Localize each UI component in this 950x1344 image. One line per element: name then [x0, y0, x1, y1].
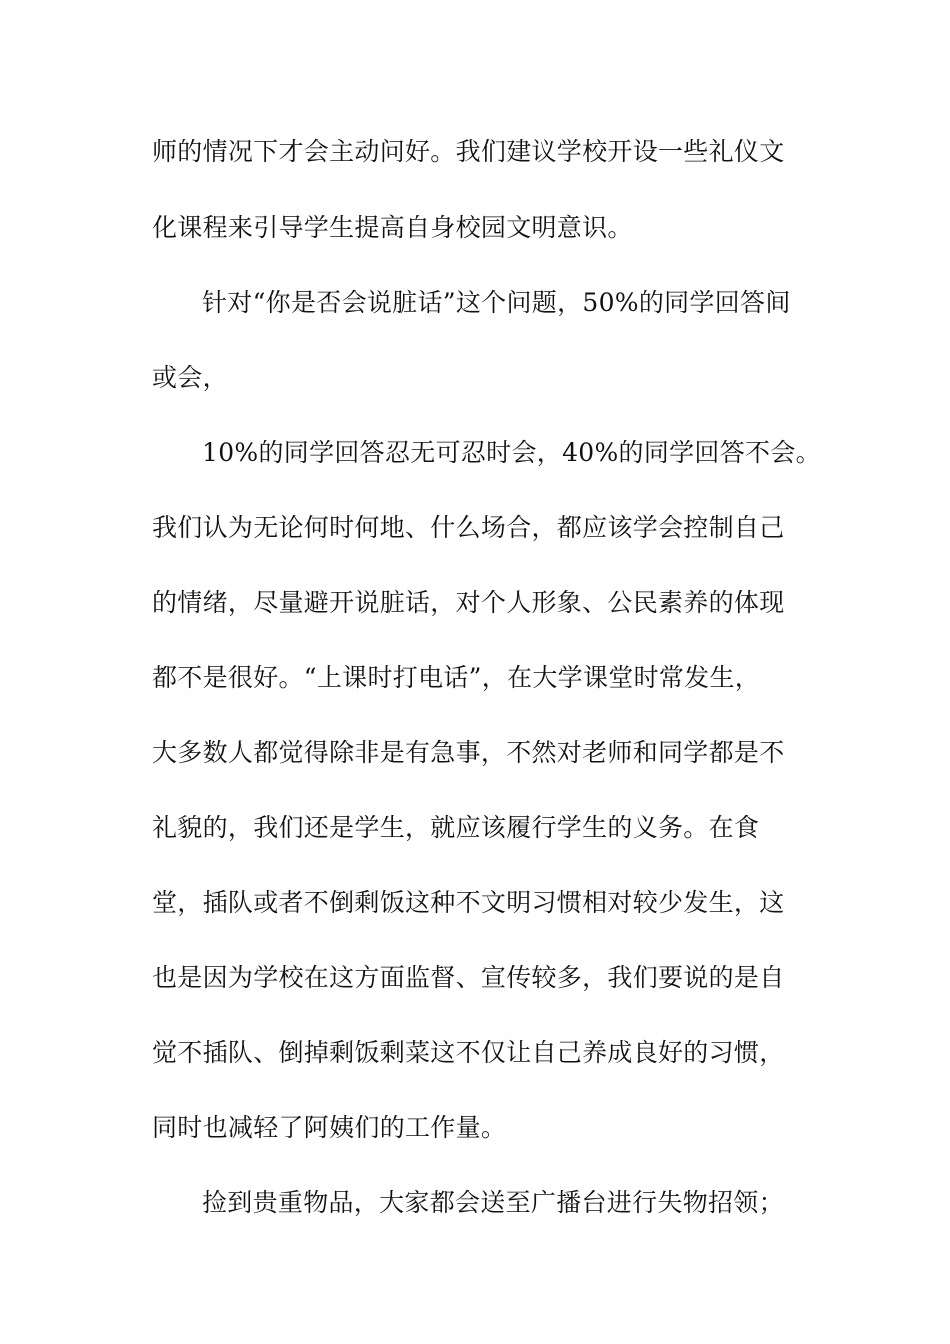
text-line-4: 或会， [152, 363, 228, 392]
text-line-13: 觉不插队、倒掉剩饭剩菜这不仅让自己养成良好的习惯， [152, 1038, 785, 1067]
text-line-5: 10%的同学回答忍无可忍时会，40%的同学回答不会。 [202, 438, 821, 467]
text-line-12: 也是因为学校在这方面监督、宣传较多，我们要说的是自 [152, 963, 785, 992]
text-line-11: 堂，插队或者不倒剩饭这种不文明习惯相对较少发生，这 [152, 888, 785, 917]
text-line-10: 礼貌的，我们还是学生，就应该履行学生的义务。在食 [152, 813, 760, 842]
text-line-2: 化课程来引导学生提高自身校园文明意识。 [152, 213, 633, 242]
text-line-9: 大多数人都觉得除非是有急事，不然对老师和同学都是不 [152, 738, 785, 767]
text-line-15: 捡到贵重物品，大家都会送至广播台进行失物招领； [202, 1188, 784, 1217]
text-line-7: 的情绪，尽量避开说脏话，对个人形象、公民素养的体现 [152, 588, 785, 617]
text-line-3: 针对“你是否会说脏话”这个问题，50%的同学回答间 [202, 288, 791, 317]
text-line-6: 我们认为无论何时何地、什么场合，都应该学会控制自己 [152, 513, 785, 542]
text-line-8: 都不是很好。“上课时打电话”，在大学课堂时常发生， [152, 663, 761, 692]
text-line-14: 同时也减轻了阿姨们的工作量。 [152, 1113, 507, 1142]
text-line-1: 师的情况下才会主动问好。我们建议学校开设一些礼仪文 [152, 137, 785, 166]
